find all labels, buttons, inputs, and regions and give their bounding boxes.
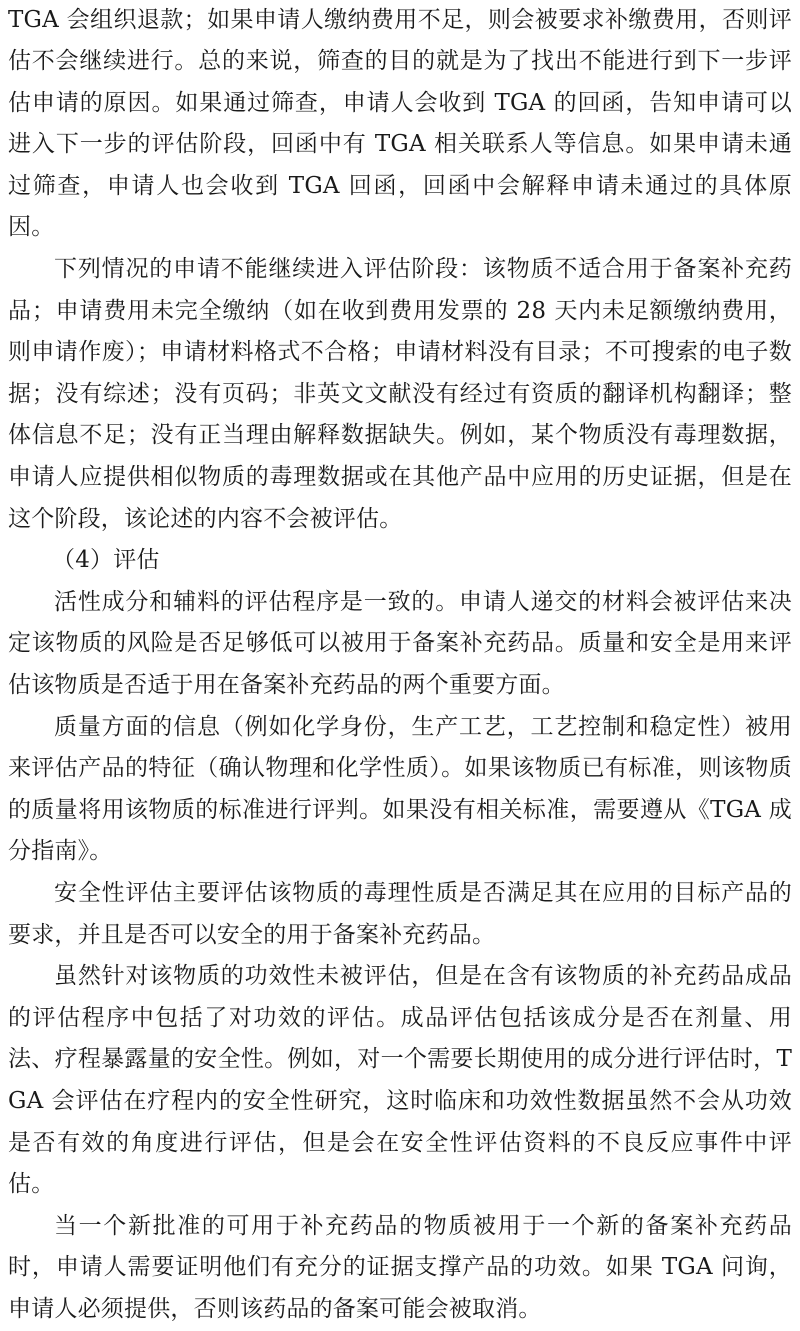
paragraph-screening-result: TGA 会组织退款；如果申请人缴纳费用不足，则会被要求补缴费用，否则评估不会继续进行。总的来说，筛查的目的就是为了找出不能进行到下一步评估申请的原因。如果通过筛查，申请人会收到 TGA 的回函，告知申请可以进入下一步的评估阶段，回函中有 TGA 相关联系人等信息。如果申请未通过筛查，申请人也会收到 TGA 回函，回函中会解释申请未通过的具体原因。: [8, 6, 792, 241]
section-heading-evaluation: （4）评估: [52, 547, 160, 574]
paragraph-evaluation-procedure: 活性成分和辅料的评估程序是一致的。申请人递交的材料会被评估来决定该物质的风险是否足够低可以被用于备案补充药品。质量和安全是用来评估该物质是否适于用在备案补充药品的两个重要方面。: [8, 588, 792, 698]
paragraph-efficacy-evaluation: 虽然针对该物质的功效性未被评估，但是在含有该物质的补充药品成品的评估程序中包括了对功效的评估。成品评估包括该成分是否在剂量、用法、疗程暴露量的安全性。例如，对一个需要长期使用的成分进行评估时，TGA 会评估在疗程内的安全性研究，这时临床和功效性数据虽然不会从功效是否有效的角度进行评估，但是会在安全性评估资料的不良反应事件中评估。: [8, 963, 792, 1198]
paragraph-safety-evaluation: 安全性评估主要评估该物质的毒理性质是否满足其在应用的目标产品的要求，并且是否可以安全的用于备案补充药品。: [8, 879, 792, 948]
paragraph-new-substance-evidence: 当一个新批准的可用于补充药品的物质被用于一个新的备案补充药品时，申请人需要证明他们有充分的证据支撑产品的功效。如果 TGA 问询，申请人必须提供，否则该药品的备案可能会被取消。: [8, 1212, 792, 1322]
paragraph-rejection-conditions: 下列情况的申请不能继续进入评估阶段：该物质不适合用于备案补充药品；申请费用未完全缴纳（如在收到费用发票的 28 天内未足额缴纳费用，则申请作废）；申请材料格式不合格；申请材料没有目录；不可搜索的电子数据；没有综述；没有页码；非英文文献没有经过有资质的翻译机构翻译；整体信息不足；没有正当理由解释数据缺失。例如，某个物质没有毒理数据，申请人应提供相似物质的毒理数据或在其他产品中应用的历史证据，但是在这个阶段，该论述的内容不会被评估。: [8, 256, 792, 532]
document-page: [8, 0, 792, 1331]
paragraph-quality-information: 质量方面的信息（例如化学身份，生产工艺，工艺控制和稳定性）被用来评估产品的特征（确认物理和化学性质）。如果该物质已有标准，则该物质的质量将用该物质的标准进行评判。如果没有相关标准，需要遵从《TGA 成分指南》。: [8, 713, 792, 865]
